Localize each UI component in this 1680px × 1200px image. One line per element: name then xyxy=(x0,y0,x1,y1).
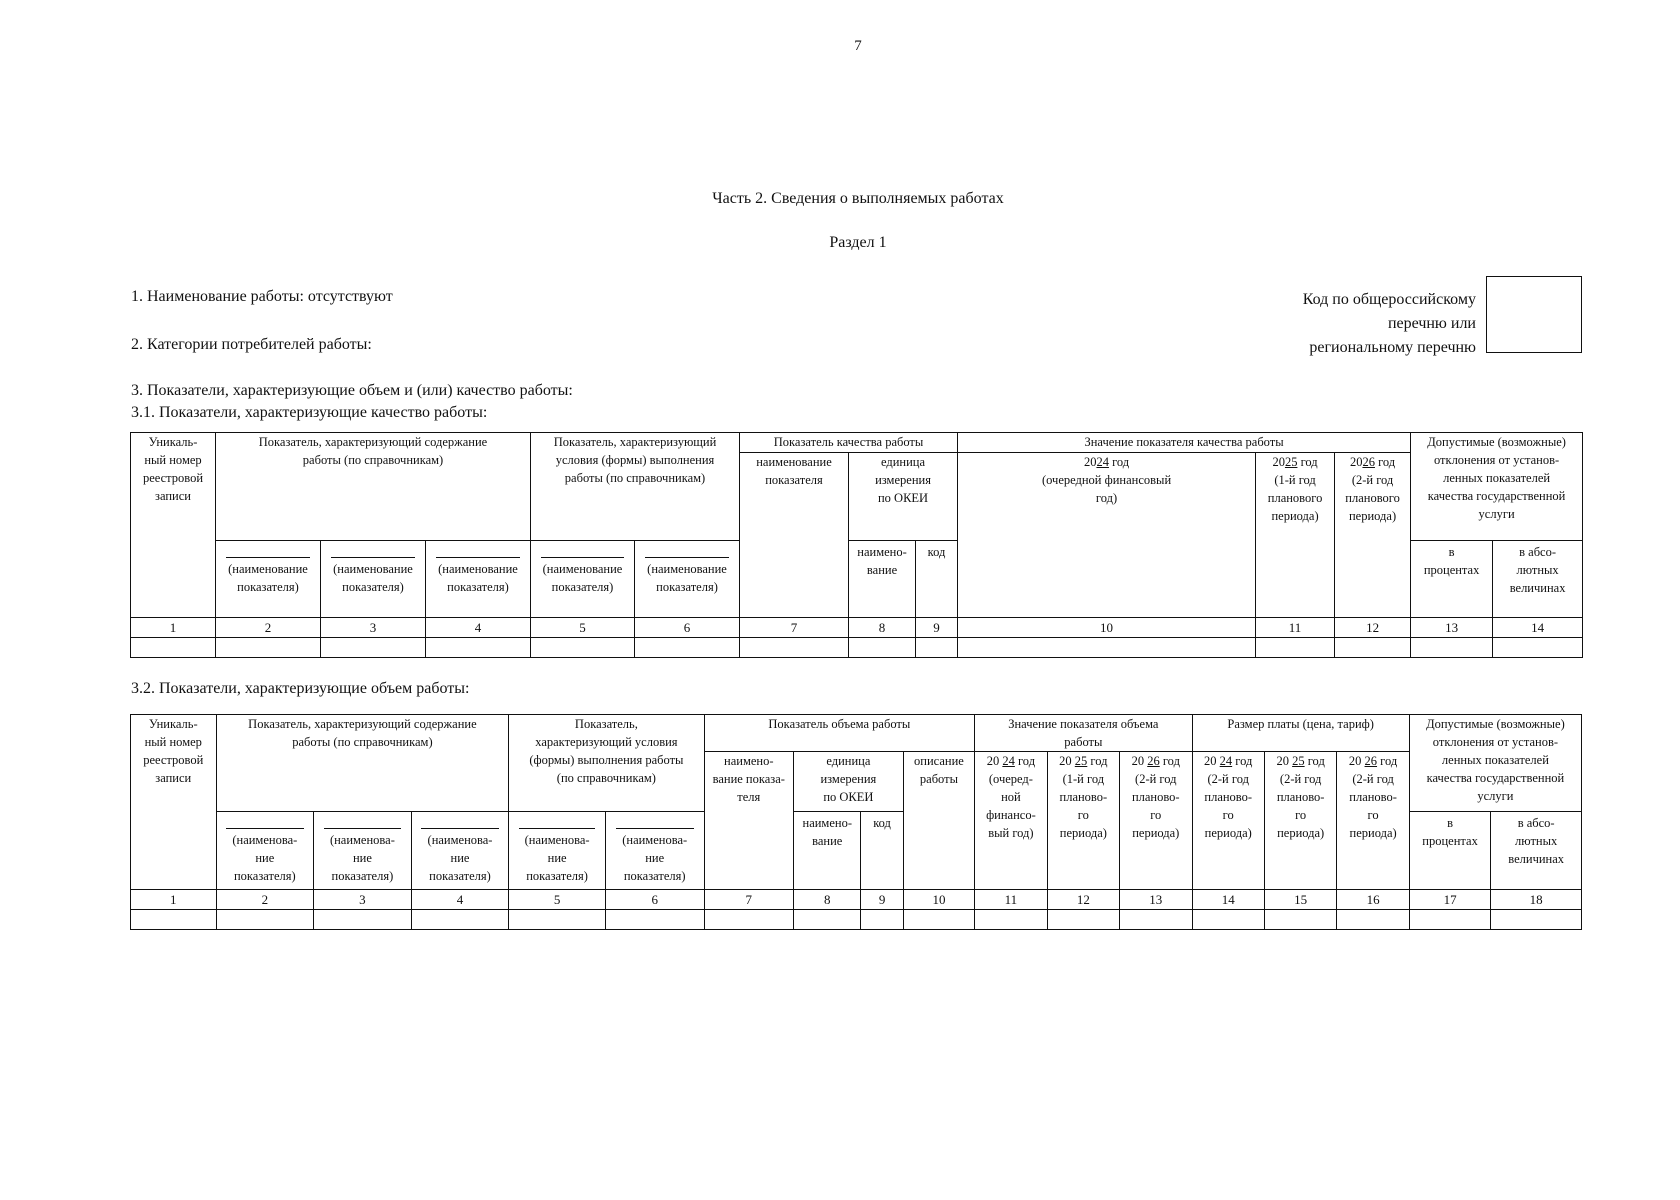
conditions-sub-2: (наименование показателя) xyxy=(635,541,740,618)
table-row xyxy=(131,638,1583,658)
deviation-percent-header: в процентах xyxy=(1411,541,1493,618)
content-indicator-header: Показатель, характеризующий содержание работы (по справочникам) xyxy=(216,715,509,812)
unit-code-header: код xyxy=(861,812,903,890)
fee-header: Размер платы (цена, тариф) xyxy=(1192,715,1409,752)
part-title: Часть 2. Сведения о выполняемых работах xyxy=(712,190,1004,207)
indicators-heading: 3. Показатели, характеризующие объем и (или) качество работы: xyxy=(131,382,573,399)
registry-code-box[interactable] xyxy=(1486,276,1582,353)
column-number-row: 1 2 3 4 5 6 7 8 9 10 11 12 13 14 xyxy=(131,618,1583,638)
year-2025-header: 2025 год (1-й год планового периода) xyxy=(1256,453,1335,618)
page-number: 7 xyxy=(854,38,862,54)
unit-name-header: наимено- вание xyxy=(849,541,916,618)
conditions-sub-2: (наименова- ние показателя) xyxy=(605,812,704,890)
quality-indicators-heading: 3.1. Показатели, характеризующие качество работы: xyxy=(131,404,488,421)
indicator-name-header: наимено- вание показа- теля xyxy=(704,752,794,890)
conditions-sub-1: (наименование показателя) xyxy=(531,541,635,618)
deviation-percent-header: в процентах xyxy=(1409,812,1491,890)
deviation-absolute-header: в абсо- лютных величинах xyxy=(1493,541,1583,618)
content-sub-1: (наименование показателя) xyxy=(216,541,321,618)
content-sub-1: (наименова- ние показателя) xyxy=(216,812,314,890)
allowed-deviation-header: Допустимые (возможные) отклонения от установ- ленных показателей качества государственной услуги xyxy=(1411,433,1583,541)
volume-indicators-table xyxy=(130,714,1582,930)
deviation-absolute-header: в абсо- лютных величинах xyxy=(1491,812,1582,890)
work-description-header: описание работы xyxy=(903,752,974,890)
work-name-line: 1. Наименование работы: отсутствуют xyxy=(131,288,393,305)
allowed-deviation-header: Допустимые (возможные) отклонения от установ- ленных показателей качества государственной услуги xyxy=(1409,715,1581,812)
quality-indicator-header: Показатель качества работы xyxy=(740,433,958,453)
unit-header: единица измерения по ОКЕИ xyxy=(794,752,904,812)
registry-code-label: Код по общероссийскому перечню или региональному перечню xyxy=(1302,291,1476,356)
content-indicator-header: Показатель, характеризующий содержание работы (по справочникам) xyxy=(216,433,531,541)
column-number-row: 1 2 3 4 5 6 7 8 9 10 11 12 13 14 15 16 17 18 xyxy=(131,890,1582,910)
year-2024-header: 2024 год (очередной финансовый год) xyxy=(958,453,1256,618)
conditions-sub-1: (наименова- ние показателя) xyxy=(509,812,606,890)
fee-2025-header: 20 25 год (2-й год планово- го периода) xyxy=(1264,752,1336,890)
value-2024-header: 20 24 год (очеред- ной финансо- вый год) xyxy=(975,752,1047,890)
table-row xyxy=(131,910,1582,930)
unit-header: единица измерения по ОКЕИ xyxy=(849,453,958,541)
unit-code-header: код xyxy=(916,541,958,618)
content-sub-2: (наименование показателя) xyxy=(321,541,426,618)
content-sub-3: (наименова- ние показателя) xyxy=(411,812,509,890)
content-sub-3: (наименование показателя) xyxy=(426,541,531,618)
volume-indicators-heading: 3.2. Показатели, характеризующие объем работы: xyxy=(131,680,470,697)
unique-number-header: Уникаль- ный номер реестровой записи xyxy=(131,715,217,890)
volume-indicator-header: Показатель объема работы xyxy=(704,715,975,752)
volume-value-header: Значение показателя объема работы xyxy=(975,715,1192,752)
unit-name-header: наимено- вание xyxy=(794,812,861,890)
quality-value-header: Значение показателя качества работы xyxy=(958,433,1411,453)
year-2026-header: 2026 год (2-й год планового периода) xyxy=(1335,453,1411,618)
fee-2026-header: 20 26 год (2-й год планово- го периода) xyxy=(1337,752,1409,890)
fee-2024-header: 20 24 год (2-й год планово- го периода) xyxy=(1192,752,1264,890)
quality-indicators-table xyxy=(130,432,1583,658)
section-title: Раздел 1 xyxy=(829,234,887,251)
consumer-categories-line: 2. Категории потребителей работы: xyxy=(131,336,372,353)
content-sub-2: (наименова- ние показателя) xyxy=(314,812,412,890)
conditions-indicator-header: Показатель, характеризующий условия (формы) выполнения работы (по справочникам) xyxy=(509,715,704,812)
unique-number-header: Уникаль- ный номер реестровой записи xyxy=(131,433,216,618)
value-2025-header: 20 25 год (1-й год планово- го периода) xyxy=(1047,752,1119,890)
value-2026-header: 20 26 год (2-й год планово- го периода) xyxy=(1120,752,1192,890)
indicator-name-header: наименование показателя xyxy=(740,453,849,618)
conditions-indicator-header: Показатель, характеризующий условия (формы) выполнения работы (по справочникам) xyxy=(531,433,740,541)
